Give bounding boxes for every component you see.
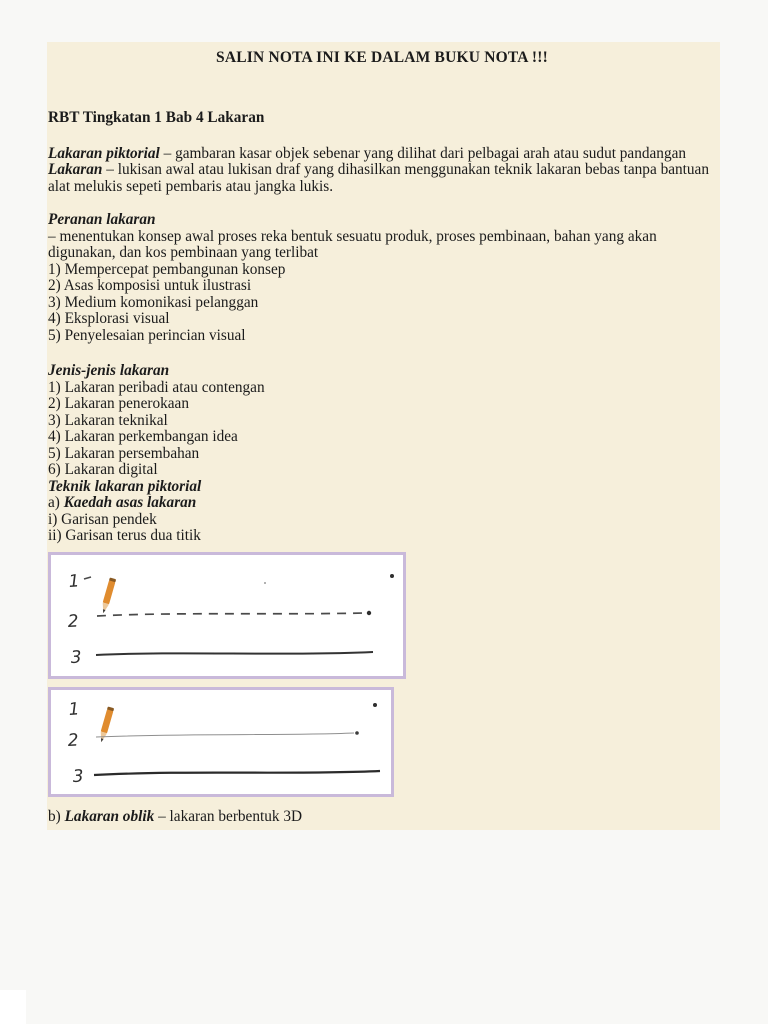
list-item: 4) Lakaran perkembangan idea — [48, 428, 238, 445]
definition-lakaran-text: – lukisan awal atau lukisan draf yang dihasilkan menggunakan teknik lakaran bebas tanpa bantuan alat melukis sepeti pembaris atau jangka lukis. — [48, 161, 709, 195]
tick-mark — [84, 577, 91, 579]
faint-line — [96, 733, 354, 737]
point-dot — [390, 574, 394, 578]
chapter-heading: RBT Tingkatan 1 Bab 4 Lakaran — [48, 109, 265, 126]
kaedah-line — [48, 495, 716, 512]
jenis-list — [48, 380, 716, 479]
list-item: 3) Lakaran teknikal — [48, 411, 168, 429]
row-label-2: 2 — [67, 610, 80, 632]
end-dot — [367, 610, 371, 614]
sub-item-garisan-terus: ii) Garisan terus dua titik — [48, 527, 201, 544]
kaedah-term: Kaedah asas lakaran — [63, 494, 197, 511]
oblik-prefix: b) — [48, 807, 65, 825]
scan-artifact — [0, 990, 26, 1024]
figure-garisan-terus-dua-titik — [48, 687, 394, 797]
sub-item-garisan-pendek: i) Garisan pendek — [48, 510, 157, 528]
figure-garisan-pendek — [48, 552, 406, 679]
list-item: 5) Lakaran persembahan — [48, 444, 200, 462]
document-title: SALIN NOTA INI KE DALAM BUKU NOTA !!! — [216, 49, 548, 66]
list-item: 6) Lakaran digital — [48, 461, 158, 478]
row-label-3: 3 — [70, 646, 83, 668]
list-item: 1) Mempercepat pembangunan konsep — [48, 260, 286, 278]
list-item: 2) Lakaran penerokaan — [48, 395, 189, 412]
list-item: 2) Asas komposisi untuk ilustrasi — [48, 277, 252, 294]
teknik-heading: Teknik lakaran piktorial — [48, 477, 202, 495]
row-label-1: 1 — [67, 698, 81, 720]
oblik-line — [48, 809, 716, 826]
solid-line — [96, 652, 373, 655]
definition-lakaran — [48, 162, 716, 195]
oblik-term: Lakaran oblik — [64, 807, 155, 825]
definitions-block — [48, 146, 716, 196]
peranan-intro: – menentukan konsep awal proses reka bentuk sesuatu produk, proses pembinaan, bahan yang akan digunakan, dan kos pembinaan yang terlibat — [48, 227, 657, 261]
definition-lakaran-term: Lakaran — [48, 161, 103, 178]
row-label-3: 3 — [72, 765, 85, 787]
oblik-text: – lakaran berbentuk 3D — [154, 807, 303, 825]
figure-garisan-pendek-drawing — [51, 555, 403, 676]
point-dot — [373, 703, 377, 707]
end-dot — [355, 731, 359, 735]
list-item: 4) Eksplorasi visual — [48, 310, 170, 327]
peranan-heading: Peranan lakaran — [48, 211, 156, 228]
figure-garisan-terus-drawing — [51, 690, 391, 794]
definition-piktorial — [48, 146, 716, 163]
speck-dot — [264, 582, 266, 584]
list-item: 3) Medium komonikasi pelanggan — [48, 293, 259, 311]
dashed-line — [97, 613, 365, 616]
row-label-2: 2 — [67, 729, 80, 751]
list-item: 5) Penyelesaian perincian visual — [48, 326, 246, 344]
pencil-icon — [100, 577, 116, 613]
peranan-list — [48, 262, 716, 345]
row-label-1: 1 — [67, 570, 81, 592]
solid-line — [94, 771, 380, 775]
jenis-heading: Jenis-jenis lakaran — [48, 362, 170, 379]
definition-piktorial-term: Lakaran piktorial — [48, 144, 160, 162]
list-item: 1) Lakaran peribadi atau contengan — [48, 378, 265, 396]
definition-piktorial-text: – gambaran kasar objek sebenar yang dilihat dari pelbagai arah atau sudut pandangan — [159, 144, 687, 162]
kaedah-prefix: a) — [48, 494, 64, 511]
document-page — [47, 42, 720, 830]
pencil-icon — [98, 706, 114, 742]
